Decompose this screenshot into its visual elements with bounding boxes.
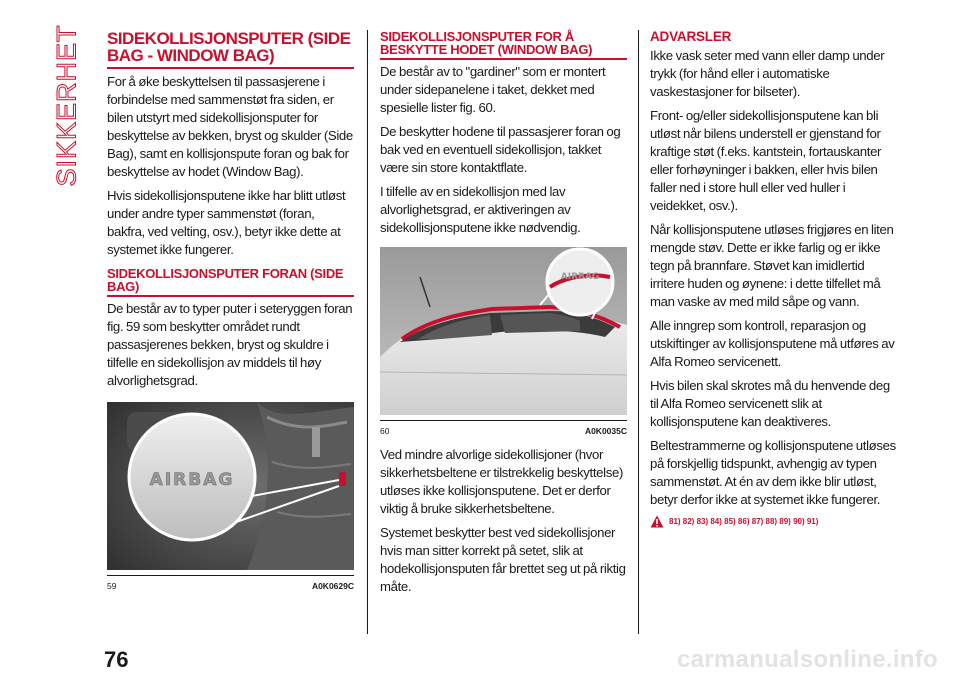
paragraph: Hvis sidekollisjonsputene ikke har blitt utløst under andre typer sammenstøt (foran, bakfra, ved velting, osv.), betyr ikke dette at systemet ikke fungerer. [107,188,346,257]
page-number: 76 [104,647,129,672]
paragraph: I tilfelle av en sidekollisjon med lav alvorlighetsgrad, er aktiveringen av sidekollisjonsputene ikke nødvendig. [380,184,581,235]
column-divider [638,30,639,634]
warning-references [650,515,900,528]
warning-refs-text: 81) 82) 83) 84) 85) 86) 87) 88) 89) 90) 91) [669,516,819,526]
column-divider [367,30,368,634]
warning-triangle-icon [650,515,664,528]
paragraph: Beltestrammerne og kollisjonsputene utløses på forskjellig tidspunkt, avhengig av typen sammenstøt. At én av dem ikke blir utløst, betyr derfor ikke at systemet ikke fungerer. [650,437,896,507]
paragraph: Når kollisjonsputene utløses frigjøres en liten mengde støv. Dette er ikke farlig og er ikke tegn på brannfare. Støvet kan imidlertid irritere huden og øynene: i dette tilfellet må man vaske av med mild såpe og vann. [650,221,894,309]
section-label-text: SIKKERHET [51,23,82,187]
column-2 [380,30,627,602]
column-3 [650,30,900,528]
figure-badge-text: AIRBAG [149,470,235,490]
figure-59-caption [107,578,354,591]
heading-window-bag: SIDEKOLLISJONSPUTER FOR Å BESKYTTE HODET (WINDOW BAG) [380,30,627,60]
paragraph: De består av to "gardiner" som er montert under sidepanelene i taket, dekket med spesielle lister fig. 60. [380,64,606,115]
figure-code: A0K0035C [584,426,627,436]
paragraph: Ved mindre alvorlige sidekollisjoner (hvor sikkerhetsbeltene er tilstrekkelig beskyttelse) utløses ikke kollisjonsputene. Det er derfor viktig å bruke sikkerhetsbeltene. [380,447,623,516]
figure-badge-text: AIRBAG [560,272,600,282]
paragraph: De består av to typer puter i seteryggen foran fig. 59 som beskytter området rundt passasjerenes bekken, bryst og skuldre i tilfelle en sidekollisjon av middels til høy alvorlighetsgrad. [107,301,353,388]
heading-warnings: ADVARSLER [650,29,732,44]
figure-60 [380,247,627,421]
heading-side-bags: SIDEKOLLISJONSPUTER (SIDE BAG - WINDOW BAG) [107,30,354,69]
figure-code: A0K0629C [311,581,354,591]
section-sidebar-label [50,23,84,187]
paragraph: De beskytter hodene til passasjerer foran og bak ved en eventuell sidekollisjon, takket være sin store kontaktflate. [380,124,621,175]
car-window-airbag-illustration [380,247,627,415]
paragraph: Systemet beskytter best ved sidekollisjoner hvis man sitter korrekt på setet, slik at hodekollisjonsputen får brettet seg ut på riktig måte. [380,525,626,594]
column-1 [107,30,354,591]
paragraph: Ikke vask seter med vann eller damp under trykk (for hånd eller i automatiske vaskestasjoner for bilseter). [650,47,885,99]
figure-59 [107,402,354,576]
watermark: carmanualsonline.info [676,646,938,673]
figure-number: 59 [107,581,117,591]
heading-front-side-bags: SIDEKOLLISJONSPUTER FORAN (SIDE BAG) [107,267,354,297]
paragraph: Hvis bilen skal skrotes må du henvende deg til Alfa Romeo servicenett slik at kollisjonsputene kan deaktiveres. [650,377,890,429]
paragraph: Alle inngrep som kontroll, reparasjon og utskiftinger av kollisjonsputene må utføres av Alfa Romeo servicenett. [650,317,895,369]
figure-number: 60 [380,426,390,436]
paragraph: Front- og/eller sidekollisjonsputene kan bli utløst når bilens understell er gjenstand for kraftige støt (f.eks. kantstein, fortauskanter eller forhøyninger i bakken, eller hvis bilen faller ned i store hull eller ved huller i veidekket, osv.). [650,107,882,213]
seat-airbag-illustration [107,402,354,570]
paragraph: For å øke beskyttelsen til passasjerene i forbindelse med sammenstøt fra siden, er bilen utstyrt med sidekollisjonsputer for beskyttelse av bekken, bryst og skulder (Side Bag), samt en kollisjonspute foran og bak for beskyttelse av hodet (Window Bag). [107,74,353,179]
figure-60-caption [380,423,627,436]
